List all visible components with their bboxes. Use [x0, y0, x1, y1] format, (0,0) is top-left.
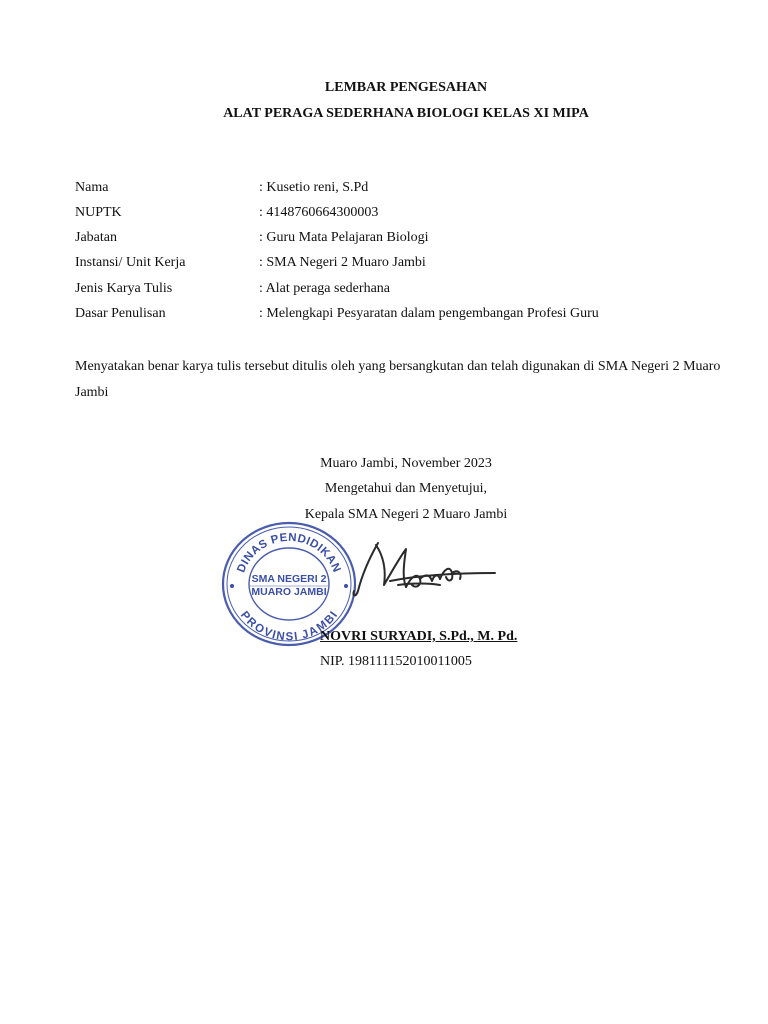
field-label: Jabatan	[75, 230, 117, 245]
handwritten-signature	[340, 535, 500, 605]
head-title: Kepala SMA Negeri 2 Muaro Jambi	[304, 507, 508, 522]
stamp-center-line2: MUARO JAMBI	[251, 586, 327, 598]
place-date: Muaro Jambi, November 2023	[320, 456, 492, 471]
field-label: Dasar Penulisan	[75, 306, 166, 321]
stamp-center-line1: SMA NEGERI 2	[251, 573, 327, 585]
field-value: : Alat peraga sederhana	[259, 281, 390, 296]
field-label: Jenis Karya Tulis	[75, 281, 173, 296]
signer-name: NOVRI SURYADI, S.Pd., M. Pd.	[320, 629, 518, 644]
field-value: : Guru Mata Pelajaran Biologi	[259, 230, 429, 245]
page-title: LEMBAR PENGESAHAN	[324, 80, 488, 95]
stamp-outer-top-text: DINAS PENDIDIKAN	[235, 531, 343, 575]
field-label: Nama	[75, 180, 109, 195]
signer-nip: NIP. 198111152010011005	[320, 654, 472, 669]
statement-paragraph: Menyatakan benar karya tulis tersebut ditulis oleh yang bersangkutan dan telah digunakan di SMA Negeri 2 Muaro Jambi	[75, 359, 721, 400]
field-value: : Melengkapi Pesyaratan dalam pengembangan Profesi Guru	[259, 306, 599, 321]
page-subtitle: ALAT PERAGA SEDERHANA BIOLOGI KELAS XI MIPA	[223, 106, 589, 121]
field-label: NUPTK	[75, 205, 122, 220]
approval-line: Mengetahui dan Menyetujui,	[324, 481, 488, 496]
field-value: : Kusetio reni, S.Pd	[259, 180, 369, 195]
stamp-outer-bottom-text: PROVINSI JAMBI	[237, 609, 341, 644]
field-value: : 4148760664300003	[259, 205, 379, 220]
field-label: Instansi/ Unit Kerja	[75, 255, 186, 270]
field-value: : SMA Negeri 2 Muaro Jambi	[259, 255, 426, 270]
